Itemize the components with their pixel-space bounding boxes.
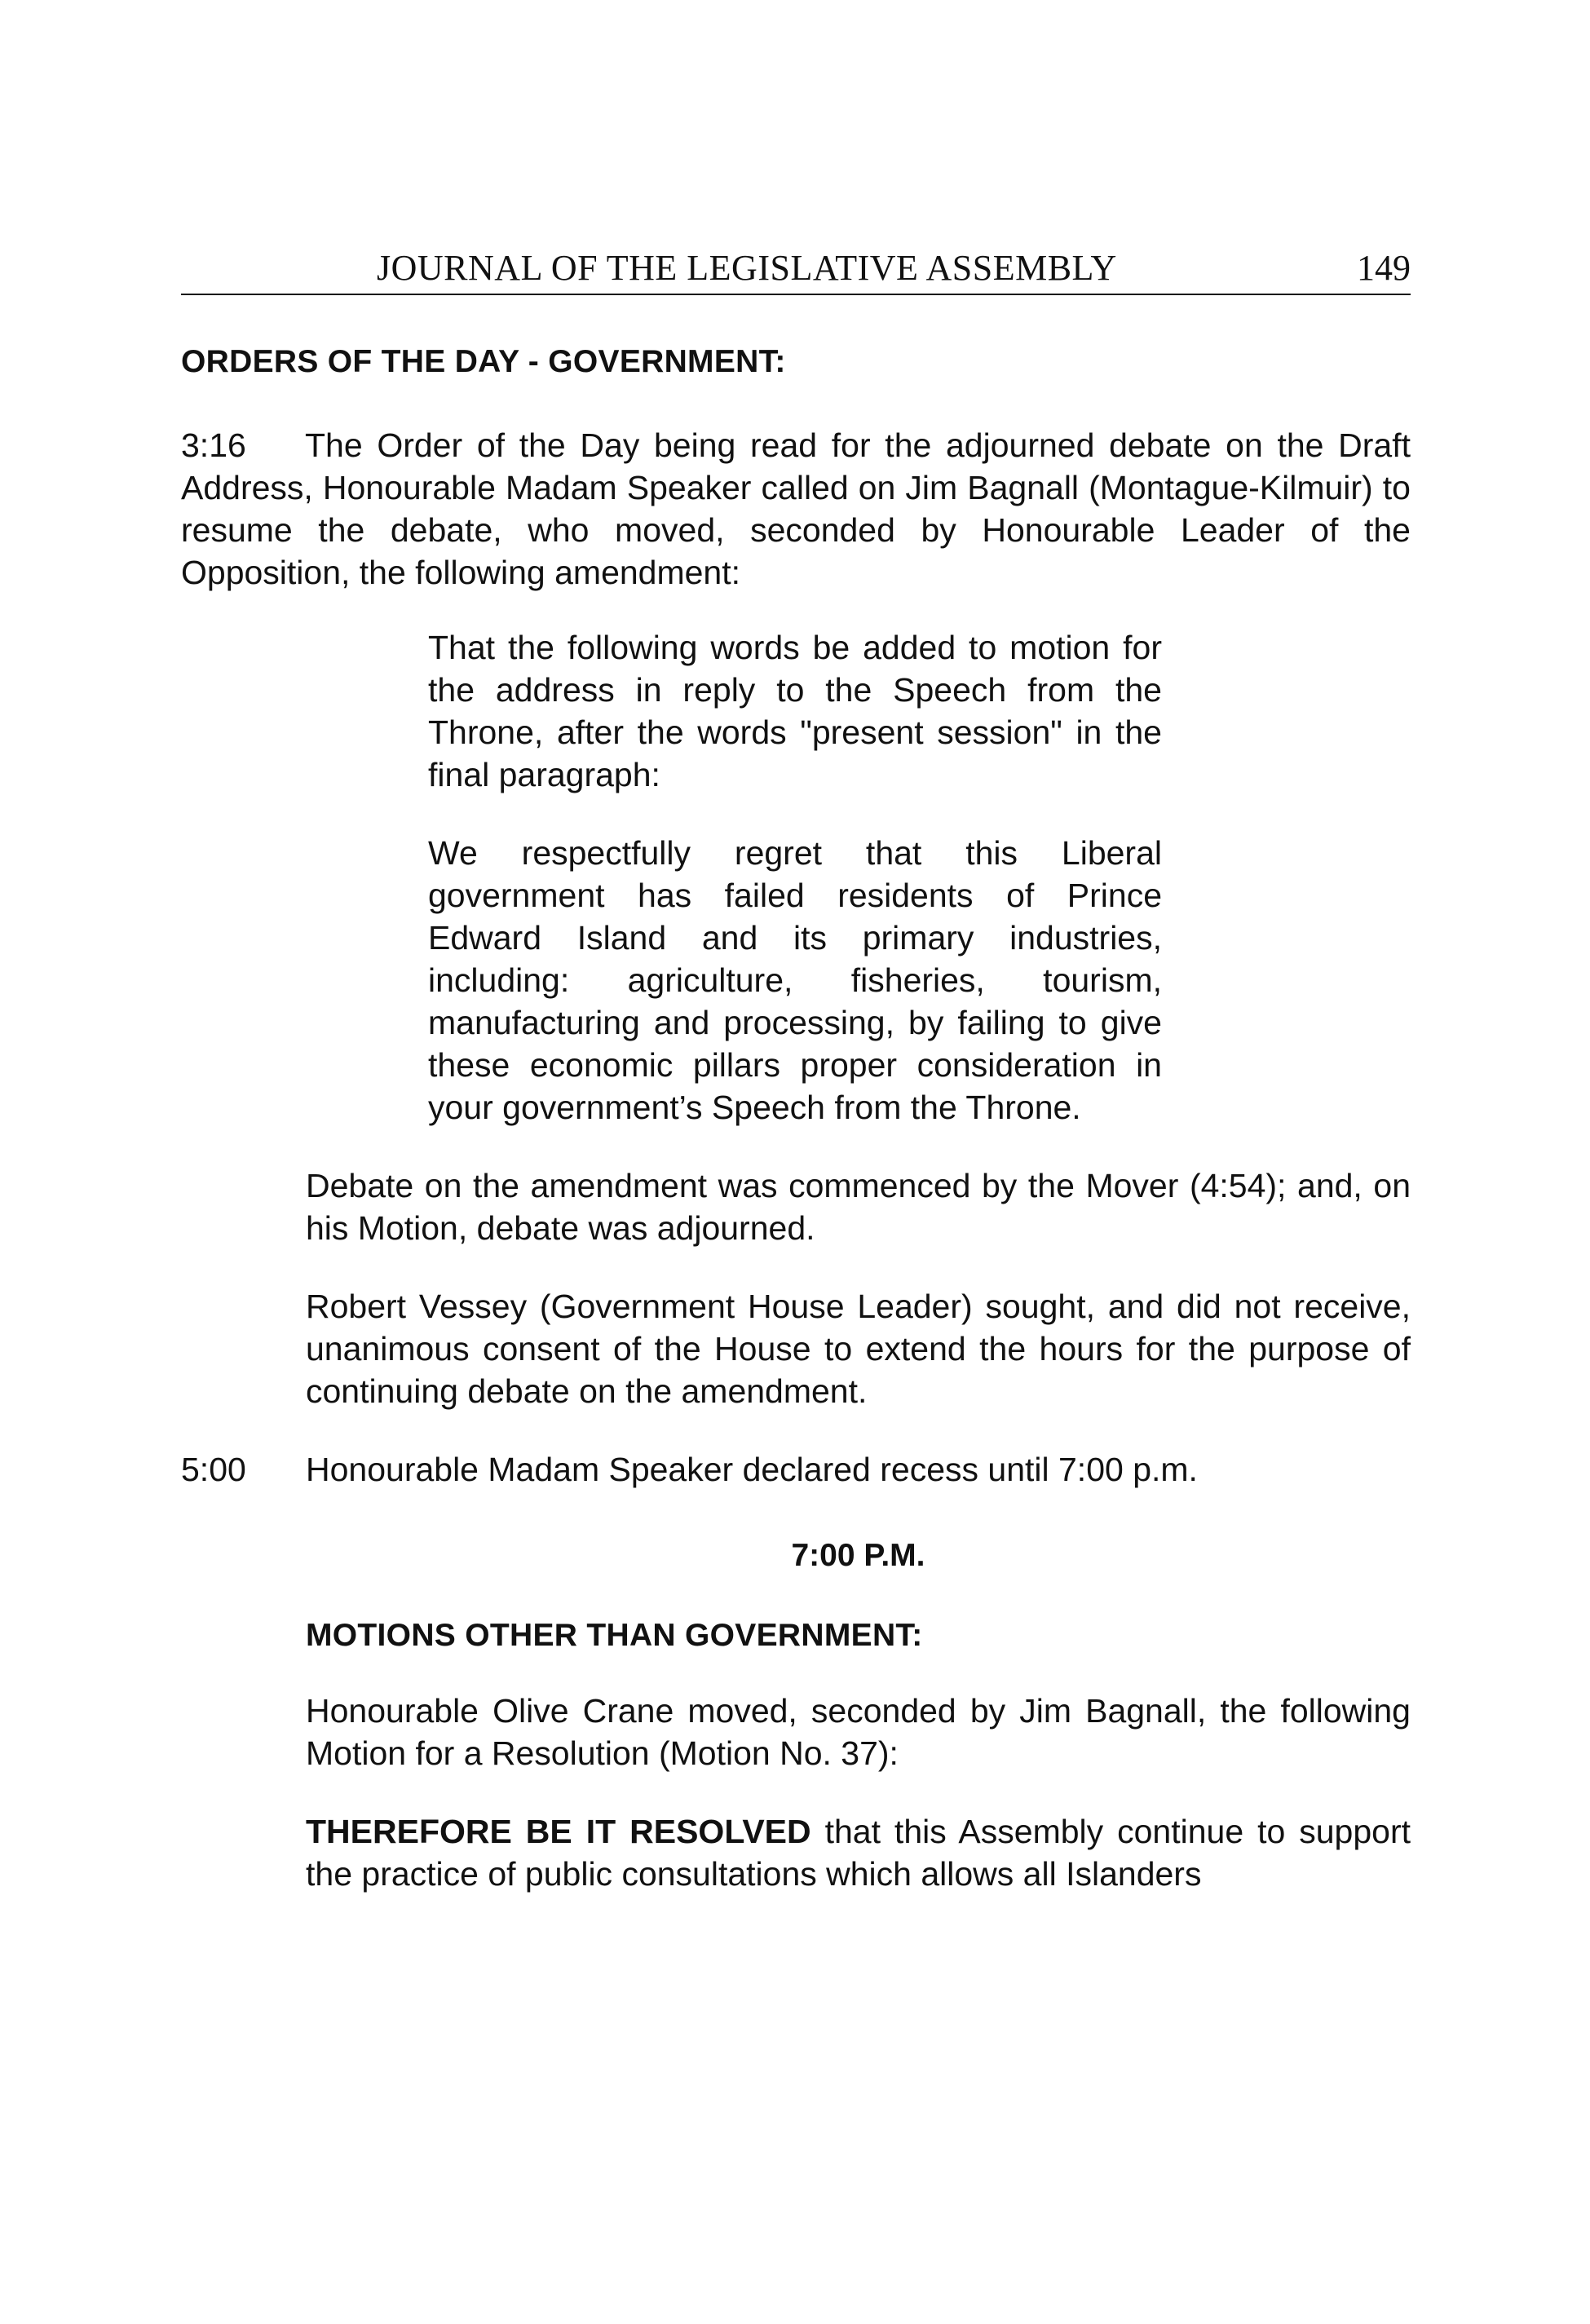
amendment-text: We respectfully regret that this Liberal government has failed residents of Prince Edward Island and its primary industries, including: agriculture, fisheries, tourism, manufacturing and processing, by failing to give these economic pillars proper consideration in your government’s Speech from the Throne. xyxy=(428,834,1162,1126)
resolved-body: that this Assembly continue to support the practice of public consultations which allows all Islanders xyxy=(306,1813,1411,1893)
recess-text: Honourable Madam Speaker declared recess until 7:00 p.m. xyxy=(306,1451,1198,1488)
amendment-block xyxy=(428,626,1162,1129)
journal-page xyxy=(181,236,1411,1895)
entry-text: The Order of the Day being read for the adjourned debate on the Draft Address, Honourable Madam Speaker called on Jim Bagnall (Montague-Kilmuir) to resume the debate, who moved, seconded by Honourable Leader of the Opposition, the following amendment: xyxy=(181,426,1411,591)
resolution-paragraph xyxy=(306,1810,1411,1895)
amendment-intro: That the following words be added to motion for the address in reply to the Speech from the Throne, after the words "present session" in the final paragraph: xyxy=(428,629,1162,793)
journal-title: JOURNAL OF THE LEGISLATIVE ASSEMBLY xyxy=(377,248,1117,288)
entry-time: 3:16 xyxy=(181,426,246,464)
consent-paragraph xyxy=(306,1285,1411,1412)
motion-intro: Honourable Olive Crane moved, seconded by Jim Bagnall, the following Motion for a Resolution (Motion No. 37): xyxy=(306,1692,1411,1772)
running-header xyxy=(181,236,1411,295)
orders-government-heading: ORDERS OF THE DAY - GOVERNMENT: xyxy=(181,344,786,379)
motions-other-heading: MOTIONS OTHER THAN GOVERNMENT: xyxy=(306,1618,923,1653)
evening-time-heading: 7:00 P.M. xyxy=(791,1538,925,1573)
resolution-text xyxy=(306,1810,1411,1895)
page-number: 149 xyxy=(1357,248,1411,288)
debate-text: Debate on the amendment was commenced by the Mover (4:54); and, on his Motion, debate was adjourned. xyxy=(306,1167,1411,1247)
consent-text: Robert Vessey (Government House Leader) sought, and did not receive, unanimous consent of the House to extend the hours for the purpose of continuing debate on the amendment. xyxy=(306,1288,1411,1410)
entry-5-00 xyxy=(181,1448,1411,1491)
recess-time: 5:00 xyxy=(181,1451,246,1488)
debate-paragraph xyxy=(306,1164,1411,1249)
entry-3-16 xyxy=(181,424,1411,594)
resolved-lead: THEREFORE BE IT RESOLVED xyxy=(306,1813,811,1850)
motion-intro-paragraph xyxy=(306,1690,1411,1774)
